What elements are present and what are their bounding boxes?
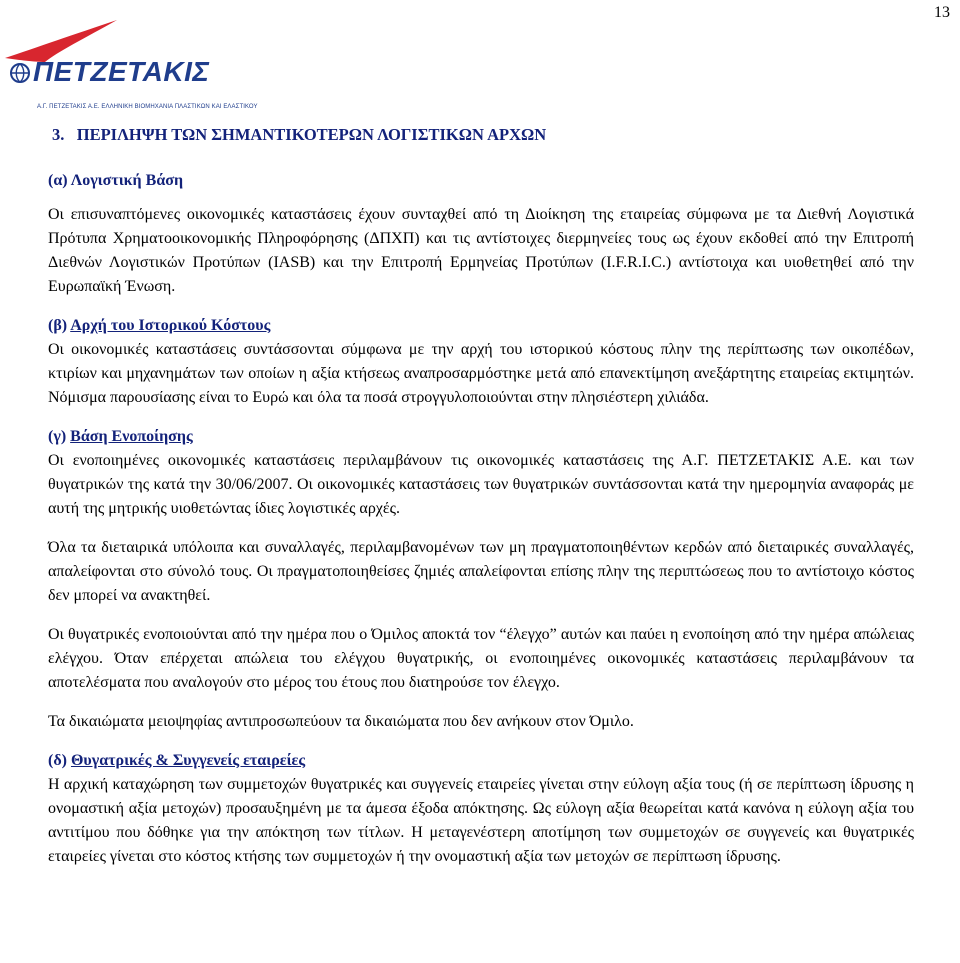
section-title: ΠΕΡΙΛΗΨΗ ΤΩΝ ΣΗΜΑΝΤΙΚΟΤΕΡΩΝ ΛΟΓΙΣΤΙΚΩΝ ΑΡΧΩΝ bbox=[76, 125, 547, 144]
subsection-c-marker: (γ) bbox=[48, 428, 67, 445]
page-number: 13 bbox=[934, 4, 950, 21]
section-heading bbox=[52, 123, 914, 147]
subsection-a-text: Οι επισυναπτόμενες οικονομικές καταστάσεις έχουν συνταχθεί από τη Διοίκηση της εταιρείας σύμφωνα με τα Διεθνή Λογιστικά Πρότυπα Χρηματοοικονομικής Πληροφόρησης (ΔΠΧΠ) και τις αντίστοιχες διερμηνείες τους ως έχουν εκδοθεί από την Επιτροπή Διεθνών Λογιστικών Προτύπων (IASB) και την Επιτροπή Ερμηνείας Προτύπων (I.F.R.I.C.) αντίστοιχα και υιοθετηθεί από την Ευρωπαϊκή Ένωση. bbox=[48, 206, 914, 295]
subsection-c-paragraph-3: Οι θυγατρικές ενοποιούνται από την ημέρα που ο Όμιλος αποκτά τον “έλεγχο” αυτών και παύει η ενοποίηση από την ημέρα απώλειας ελέγχου. Όταν επέρχεται απώλεια του ελέγχου θυγατρικής, οι ενοποιημένες οικονομικές καταστάσεις περιλαμβάνουν τα αποτελέσματα που αναλογούν στο μέρος του έτους που διατηρούσε τον έλεγχο. bbox=[48, 626, 914, 691]
subsection-d-heading bbox=[48, 749, 914, 773]
subsection-a-heading bbox=[48, 169, 914, 193]
subsection-c-paragraph-1: Οι ενοποιημένες οικονομικές καταστάσεις περιλαμβάνουν τις οικονομικές καταστάσεις της Α.Γ. ΠΕΤΖΕΤΑΚΙΣ Α.Ε. και των θυγατρικών της κατά την 30/06/2007. Οι οικονομικές καταστάσεις των θυγατρικών συντάσσονται κατά την ημερομηνία αναφοράς με αυτή της μητρικής υιοθετώντας ίδιες λογιστικές αρχές. bbox=[48, 452, 914, 517]
subsection-b-heading bbox=[48, 314, 914, 338]
subsection-b-marker: (β) bbox=[48, 317, 68, 334]
company-logo bbox=[5, 20, 258, 110]
logo-brand-text: ΠΕΤΖΕΤΑΚΙΣ bbox=[33, 56, 210, 87]
subsection-b-text: Οι οικονομικές καταστάσεις συντάσσονται σύμφωνα με την αρχή του ιστορικού κόστους πλην της περίπτωσης των οικοπέδων, κτιρίων και μηχανημάτων των οποίων η αξία κτήσεως αναπροσαρμόστηκε μετά από επανεκτίμηση ανεξάρτητης εταιρείας εκτιμητών. Νόμισμα παρουσίασης είναι το Ευρώ και όλα τα ποσά στρογγυλοποιούνται στην πλησιέστερη χιλιάδα. bbox=[48, 341, 914, 406]
document-body bbox=[48, 123, 914, 869]
logo-tagline: Α.Γ. ΠΕΤΖΕΤΑΚΙΣ Α.Ε. ΕΛΛΗΝΙΚΗ ΒΙΟΜΗΧΑΝΙΑ ΠΛΑΣΤΙΚΩΝ ΚΑΙ ΕΛΑΣΤΙΚΟΥ bbox=[37, 104, 258, 110]
subsection-d-text: Η αρχική καταχώρηση των συμμετοχών θυγατρικές και συγγενείς εταιρείες γίνεται στην εύλογη αξία τους (ή σε περίπτωση ίδρυσης η ονομαστική αξία μετοχών) προσαυξημένη με τα άμεσα έξοδα απόκτησης. Ως εύλογη αξία θεωρείται κατά κανόνα η εύλογη αξία του αντιτίμου που δόθηκε για την απόκτηση των τίτλων. Η μεταγενέστερη αποτίμηση των συμμετοχών σε συγγενείς και θυγατρικές εταιρείες γίνεται στο κόστος κτήσης των συμμετοχών ή την ονομαστική αξία των μετοχών σε περίπτωση ίδρυσης. bbox=[48, 776, 914, 865]
subsection-a-marker: (α) bbox=[48, 172, 68, 189]
subsection-a-title: Λογιστική Βάση bbox=[70, 172, 184, 189]
subsection-b-title: Αρχή του Ιστορικού Κόστους bbox=[70, 317, 271, 334]
subsection-c-heading bbox=[48, 425, 914, 449]
subsection-d-title: Θυγατρικές & Συγγενείς εταιρείες bbox=[70, 752, 306, 769]
subsection-c-paragraph-2: Όλα τα διεταιρικά υπόλοιπα και συναλλαγές, περιλαμβανομένων των μη πραγματοποιηθέντων κερδών από διεταιρικές συναλλαγές, απαλείφονται στο σύνολό τους. Οι πραγματοποιηθείσες ζημιές απαλείφονται επίσης πλην της περιπτώσεως που το αντίστοιχο κόστος δεν μπορεί να ανακτηθεί. bbox=[48, 539, 914, 604]
subsection-c-paragraph-4: Τα δικαιώματα μειοψηφίας αντιπροσωπεύουν τα δικαιώματα που δεν ανήκουν στον Όμιλο. bbox=[48, 713, 634, 730]
subsection-c-title: Βάση Ενοποίησης bbox=[70, 428, 193, 445]
subsection-d-marker: (δ) bbox=[48, 752, 67, 769]
section-number: 3. bbox=[52, 125, 65, 144]
